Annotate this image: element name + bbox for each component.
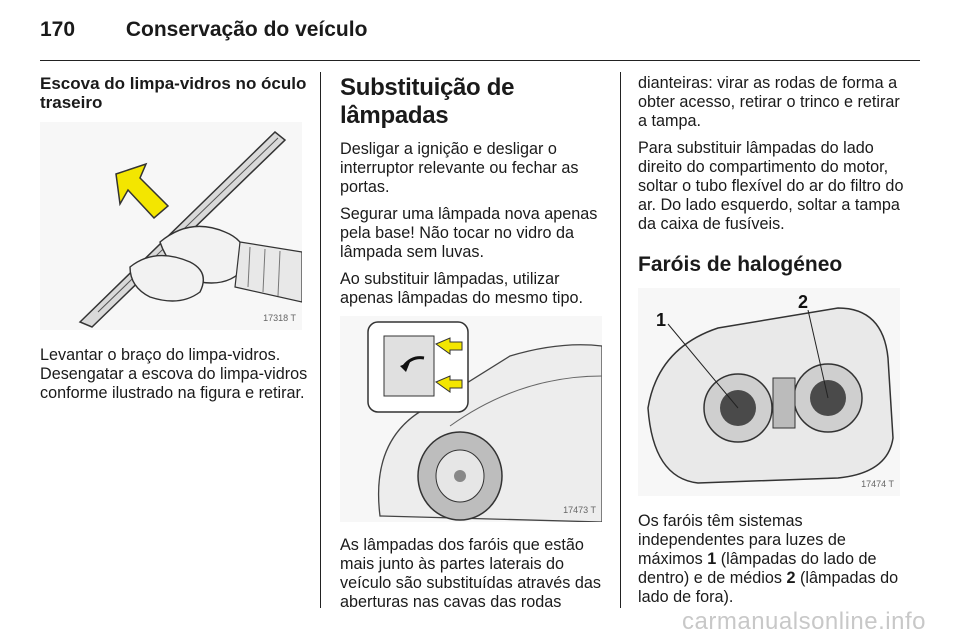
direction-arrow-icon: [116, 164, 168, 218]
bulbs-paragraph-2: Segurar uma lâmpada nova apenas pela base! Não tocar no vidro da lâmpada sem luvas.: [340, 205, 598, 261]
wheel-arch-figure: [340, 316, 602, 522]
wiper-instructions: Levantar o braço do limpa-vidros. Desengatar a escova do limpa-vidros conforme ilustrado na figura e retirar.: [40, 346, 308, 402]
page-header: [40, 18, 367, 42]
bulbs-heading: Substituição de lâmpadas: [340, 74, 515, 129]
headlamp-illustration: [638, 288, 900, 496]
figure-code: 17473 T: [563, 505, 596, 515]
bulbs-paragraph-4: As lâmpadas dos faróis que estão mais junto às partes laterais do veículo são substituídas através das aberturas nas cavas das rodas: [340, 536, 601, 611]
headlamps-paragraph-3: [638, 512, 906, 607]
column-bulbs: [340, 74, 608, 620]
column-headlamps: [638, 74, 906, 615]
figure-code: 17318 T: [263, 313, 296, 323]
bulbs-paragraph-3: Ao substituir lâmpadas, utilizar apenas lâmpadas do mesmo tipo.: [340, 270, 583, 307]
page-title: Conservação do veículo: [125, 18, 368, 41]
headlamps-paragraph-2: Para substituir lâmpadas do lado direito do compartimento do motor, soltar o tubo flexível do ar do filtro do ar. Do lado esquerdo, soltar a tampa da caixa de fusíveis.: [638, 139, 904, 233]
bold-1: 1: [707, 550, 717, 568]
header-rule: [40, 60, 920, 61]
text-run: (lâmpadas do lado de fora).: [638, 569, 899, 606]
text-run: Os faróis têm sistemas independentes para luzes de máximos: [638, 512, 846, 568]
column-divider-2: [620, 72, 621, 608]
column-divider-1: [320, 72, 321, 608]
wiper-illustration: [40, 122, 302, 330]
headlamp-figure: [638, 288, 900, 496]
wiper-heading: Escova do limpa-vidros no óculo traseiro: [40, 74, 307, 112]
headlamps-paragraph-1: dianteiras: virar as rodas de forma a obter acesso, retirar o trinco e retirar a tampa.: [638, 74, 900, 130]
figure-code: 17474 T: [861, 479, 894, 489]
car-wheel-illustration: [340, 316, 602, 522]
text-run: (lâmpadas do lado de dentro) e de médios: [638, 550, 877, 587]
callout-1: 1: [656, 310, 667, 330]
page-number: 170: [40, 18, 76, 41]
bold-2: 2: [786, 569, 796, 587]
wiper-figure: [40, 122, 302, 330]
callout-2: 2: [798, 292, 809, 312]
halogen-heading: Faróis de halogéneo: [638, 253, 843, 276]
bulbs-paragraph-1: Desligar a ignição e desligar o interruptor relevante ou fechar as portas.: [340, 140, 579, 196]
watermark: carmanualsonline.info: [682, 608, 926, 635]
column-wiper: [40, 74, 308, 411]
